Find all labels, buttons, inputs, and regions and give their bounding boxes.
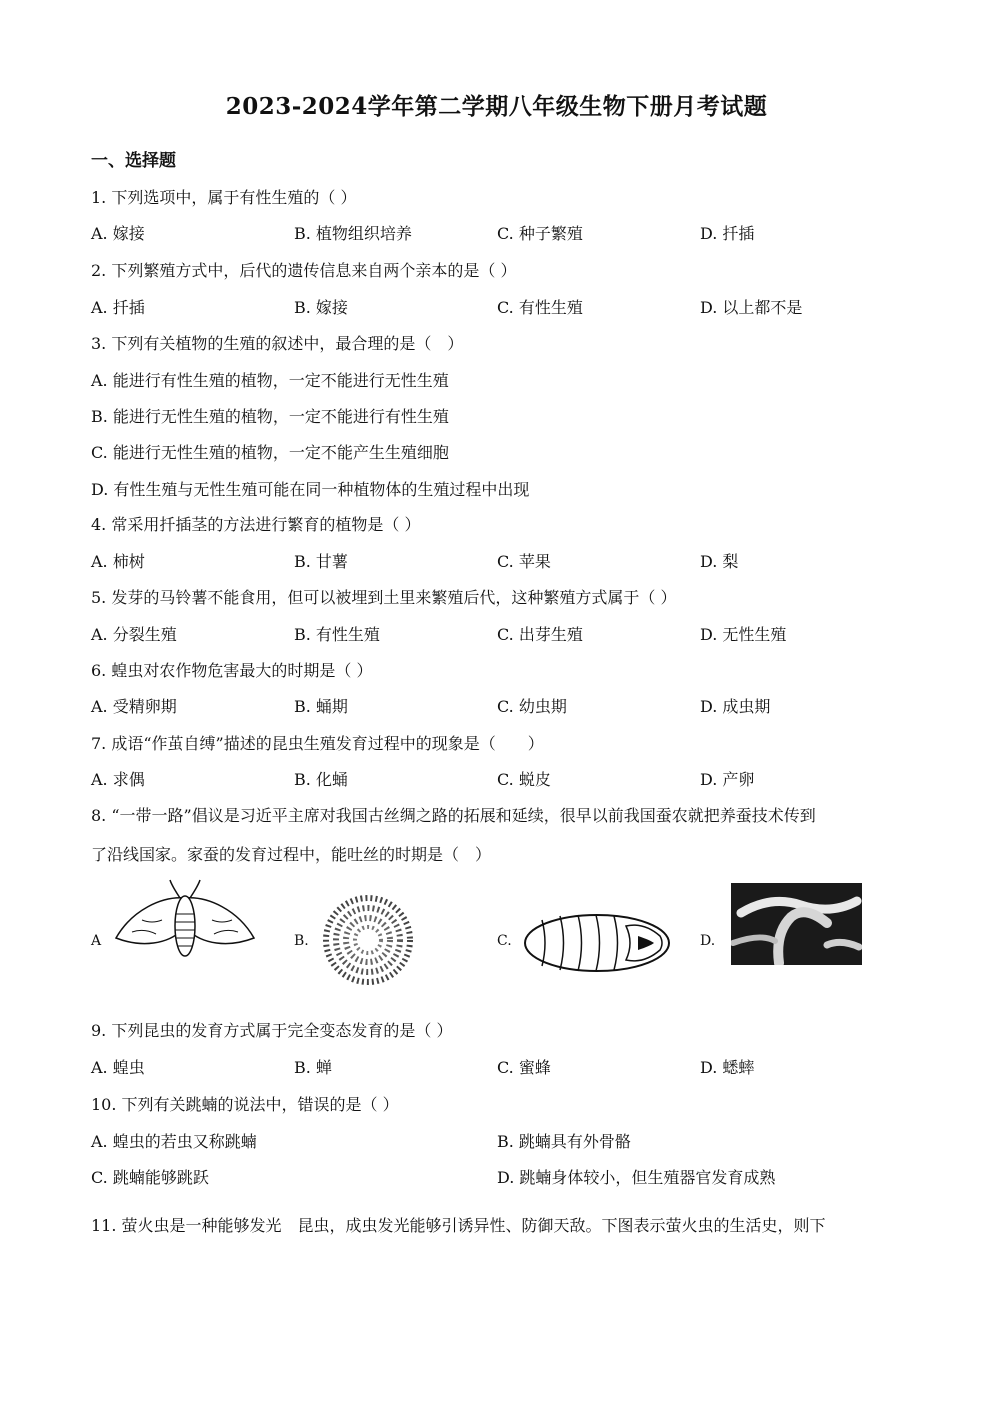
q9-option-d: D. 蟋蟀: [700, 1058, 755, 1077]
q2-option-b: B. 嫁接: [294, 298, 348, 317]
q5-option-c: C. 出芽生殖: [497, 625, 583, 644]
q1-option-a: A. 嫁接: [91, 224, 145, 243]
q3-option-a: A. 能进行有性生殖的植物，一定不能进行无性生殖: [91, 371, 449, 390]
q6-option-a: A. 受精卵期: [91, 697, 177, 716]
q4-option-d: D. 梨: [700, 552, 739, 571]
q7-option-d: D. 产卵: [700, 770, 755, 789]
q10-option-a: A. 蝗虫的若虫又称跳蝻: [91, 1132, 257, 1151]
q5-option-b: B. 有性生殖: [294, 625, 380, 644]
q1-option-d: D. 扦插: [700, 224, 755, 243]
section-heading: 一、选择题: [91, 151, 176, 171]
q9-option-c: C. 蜜蜂: [497, 1058, 551, 1077]
q7-option-c: C. 蜕皮: [497, 770, 551, 789]
page-title: 2023-2024学年第二学期八年级生物下册月考试题: [225, 93, 768, 120]
q5-option-a: A. 分裂生殖: [91, 625, 177, 644]
q10-option-d: D. 跳蝻身体较小，但生殖器官发育成熟: [497, 1168, 776, 1187]
q8-label-b: B.: [294, 933, 309, 949]
pupa-figure: [522, 912, 672, 974]
q8-stem-line2: 了沿线国家。家蚕的发育过程中，能吐丝的时期是（ ）: [91, 845, 492, 864]
moth-figure: [112, 878, 258, 970]
q11-stem: 11. 萤火虫是一种能够发光 昆虫，成虫发光能够引诱异性、防御天敌。下图表示萤火虫的生活史，则下: [91, 1216, 826, 1235]
q8-label-c: C.: [497, 933, 512, 949]
q8-label-a: A: [91, 933, 102, 949]
q3-option-b: B. 能进行无性生殖的植物，一定不能进行有性生殖: [91, 407, 449, 426]
q3-option-c: C. 能进行无性生殖的植物，一定不能产生生殖细胞: [91, 443, 449, 462]
silkworm-eggs-figure: [322, 895, 414, 985]
q7-option-a: A. 求偶: [91, 770, 145, 789]
q6-option-c: C. 幼虫期: [497, 697, 567, 716]
q4-option-a: A. 柿树: [91, 552, 145, 571]
q7-stem: 7. 成语“作茧自缚”描述的昆虫生殖发育过程中的现象是（ ）: [91, 734, 544, 753]
q2-option-a: A. 扦插: [91, 298, 145, 317]
q9-option-b: B. 蝉: [294, 1058, 332, 1077]
q7-option-b: B. 化蛹: [294, 770, 348, 789]
q4-stem: 4. 常采用扦插茎的方法进行繁育的植物是（ ）: [91, 515, 421, 534]
q5-option-d: D. 无性生殖: [700, 625, 787, 644]
q2-option-d: D. 以上都不是: [700, 298, 803, 317]
q2-stem: 2. 下列繁殖方式中，后代的遗传信息来自两个亲本的是（ ）: [91, 261, 517, 280]
q1-option-b: B. 植物组织培养: [294, 224, 412, 243]
q10-option-c: C. 跳蝻能够跳跃: [91, 1168, 209, 1187]
q6-stem: 6. 蝗虫对农作物危害最大的时期是（ ）: [91, 661, 373, 680]
silkworm-larvae-figure: [731, 883, 862, 965]
q10-stem: 10. 下列有关跳蝻的说法中，错误的是（ ）: [91, 1095, 399, 1114]
q9-stem: 9. 下列昆虫的发育方式属于完全变态发育的是（ ）: [91, 1021, 453, 1040]
q8-label-d: D.: [700, 933, 716, 949]
q8-stem-line1: 8. “一带一路”倡议是习近平主席对我国古丝绸之路的拓展和延续，很早以前我国蚕农就把养蚕技术传到: [91, 806, 816, 825]
q10-option-b: B. 跳蝻具有外骨骼: [497, 1132, 631, 1151]
q1-stem: 1. 下列选项中，属于有性生殖的（ ）: [91, 188, 357, 207]
q4-option-b: B. 甘薯: [294, 552, 348, 571]
q9-option-a: A. 蝗虫: [91, 1058, 145, 1077]
q3-stem: 3. 下列有关植物的生殖的叙述中，最合理的是（ ）: [91, 334, 464, 353]
q6-option-d: D. 成虫期: [700, 697, 771, 716]
q5-stem: 5. 发芽的马铃薯不能食用，但可以被埋到土里来繁殖后代，这种繁殖方式属于（ ）: [91, 588, 677, 607]
q2-option-c: C. 有性生殖: [497, 298, 583, 317]
q4-option-c: C. 苹果: [497, 552, 551, 571]
q3-option-d: D. 有性生殖与无性生殖可能在同一种植物体的生殖过程中出现: [91, 480, 530, 499]
q1-option-c: C. 种子繁殖: [497, 224, 583, 243]
q6-option-b: B. 蛹期: [294, 697, 348, 716]
